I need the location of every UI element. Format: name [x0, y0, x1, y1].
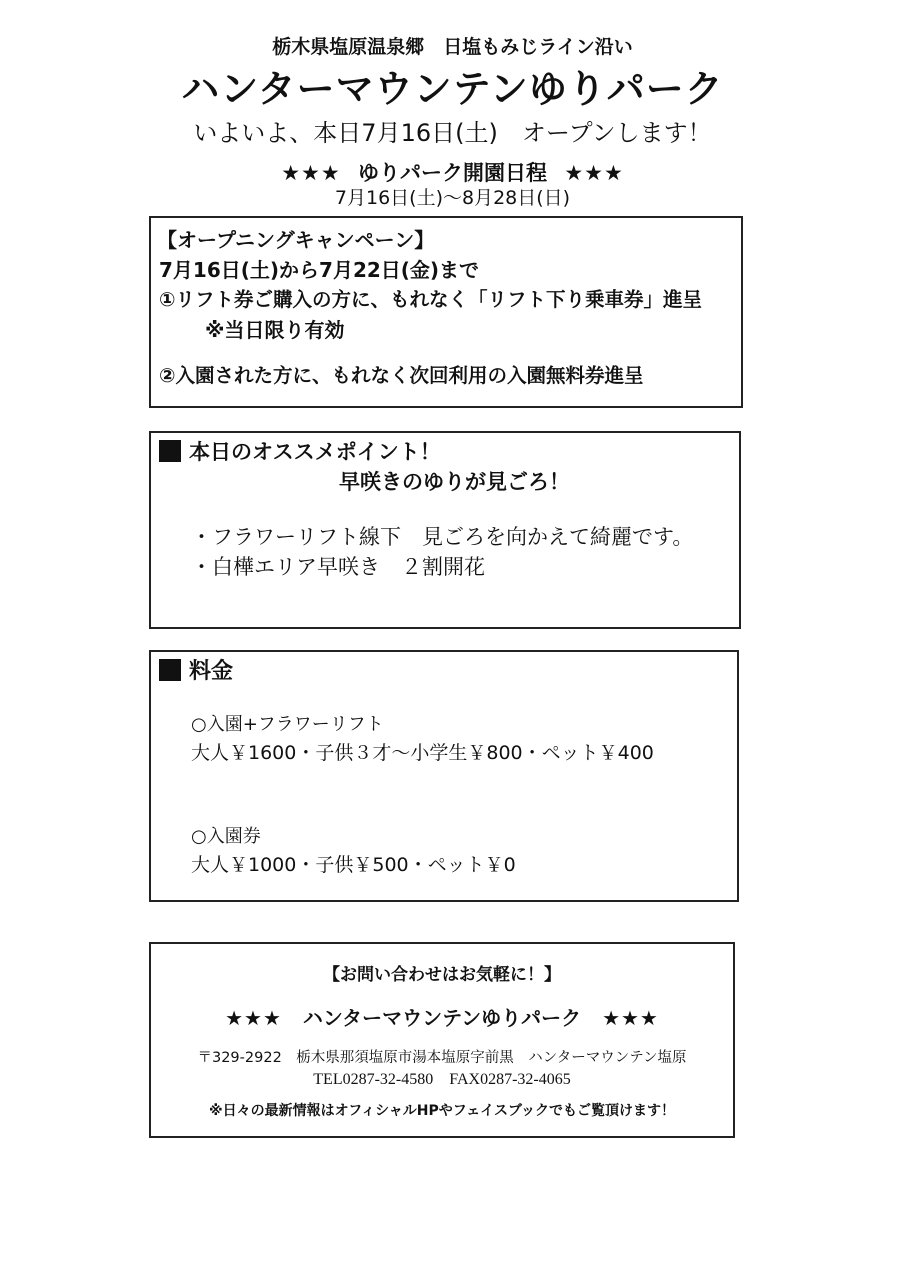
plan-1-name: ○入園+フラワーリフト [191, 714, 384, 735]
recommend-heading-text: 本日のオススメポイント！ [189, 440, 441, 464]
star-icon: ★★★ [564, 161, 624, 185]
page-title: ハンターマウンテンゆりパーク [181, 67, 724, 111]
contact-heading: 【お問い合わせはお気軽に！】 [323, 965, 561, 985]
recommend-subheading: 早咲きのゆりが見ごろ！ [339, 470, 570, 494]
plan-2-name: ○入園券 [191, 826, 261, 847]
campaign-heading: 【オープニングキャンペーン】 [157, 228, 435, 252]
schedule-title: ゆりパーク開園日程 [358, 161, 547, 185]
campaign-item-2: ②入園された方に、もれなく次回利用の入園無料券進呈 [159, 364, 644, 387]
plan-1-prices: 大人￥1600・子供３才～小学生￥800・ペット￥400 [191, 742, 654, 764]
campaign-item-1-note: ※当日限り有効 [205, 318, 345, 342]
recommend-heading [159, 436, 441, 466]
campaign-box [149, 216, 743, 408]
plan-2-prices: 大人￥1000・子供￥500・ペット￥0 [191, 854, 516, 876]
announcement: いよいよ、本日7月16日(土) オープンします！ [193, 119, 712, 147]
contact-box [149, 942, 735, 1138]
contact-name-line [151, 1002, 733, 1031]
pricing-heading [159, 654, 233, 685]
campaign-item-1: ①リフト券ご購入の方に、もれなく「リフト下り乗車券」進呈 [159, 288, 703, 311]
contact-phone: TEL0287-32-4580 FAX0287-32-4065 [313, 1071, 571, 1088]
star-icon: ★★★ [281, 161, 341, 185]
black-square-icon [159, 440, 181, 462]
star-icon: ★★★ [602, 1006, 659, 1030]
pricing-box [149, 650, 739, 902]
black-square-icon [159, 659, 181, 681]
contact-note: ※日々の最新情報はオフィシャルHPやフェイスブックでもご覧頂けます！ [209, 1103, 675, 1119]
recommend-box [149, 431, 741, 629]
list-item: ・フラワーリフト線下 見ごろを向かえて綺麗です。 [191, 525, 694, 549]
campaign-period: 7月16日(土)から7月22日(金)まで [159, 258, 480, 282]
pricing-heading-text: 料金 [189, 659, 234, 684]
header-subtitle: 栃木県塩原温泉郷 日塩もみじライン沿い [272, 36, 633, 58]
contact-name: ハンターマウンテンゆりパーク [302, 1006, 582, 1030]
schedule-dates: 7月16日(土)～8月28日(日) [334, 187, 571, 209]
star-icon: ★★★ [225, 1006, 282, 1030]
contact-address: 〒329-2922 栃木県那須塩原市湯本塩原字前黒 ハンターマウンテン塩原 [197, 1050, 687, 1066]
list-item: ・白樺エリア早咲き ２割開花 [191, 555, 485, 579]
